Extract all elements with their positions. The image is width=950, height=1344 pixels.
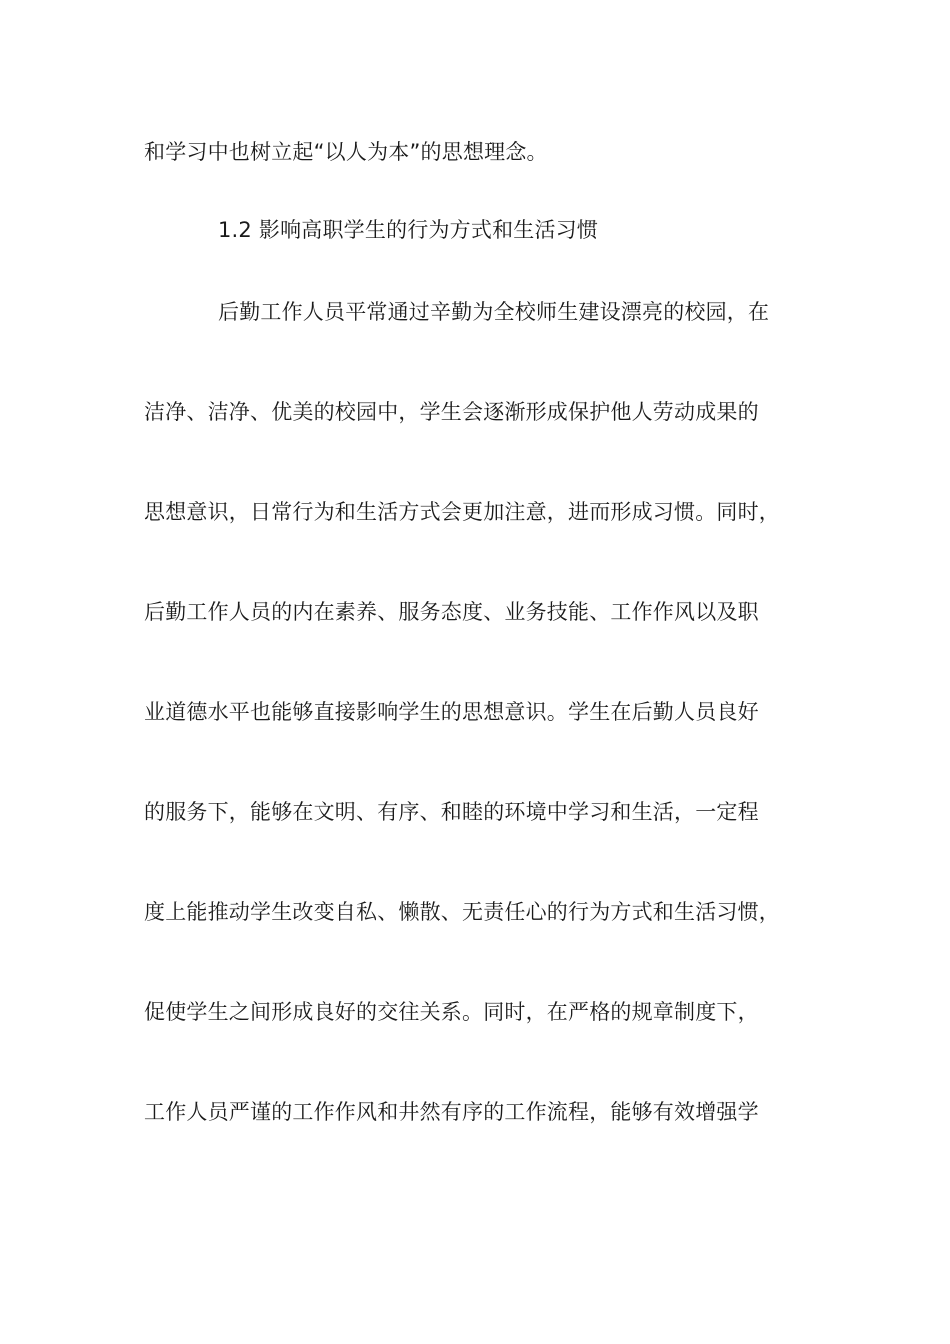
paragraph-line-continuation: 和学习中也树立起“以人为本”的思想理念。 bbox=[144, 140, 548, 164]
paragraph-line-7: 度上能推动学生改变自私、懒散、无责任心的行为方式和生活习惯， bbox=[144, 900, 780, 924]
paragraph-line-3: 思想意识，日常行为和生活方式会更加注意，进而形成习惯。同时， bbox=[144, 500, 780, 524]
paragraph-line-8: 促使学生之间形成良好的交往关系。同时，在严格的规章制度下， bbox=[144, 1000, 759, 1024]
section-heading-1-2: 1.2 影响高职学生的行为方式和生活习惯 bbox=[218, 218, 599, 242]
paragraph-line-6: 的服务下，能够在文明、有序、和睦的环境中学习和生活，一定程 bbox=[144, 800, 759, 824]
paragraph-line-2: 洁净、洁净、优美的校园中，学生会逐渐形成保护他人劳动成果的 bbox=[144, 400, 759, 424]
paragraph-line-5: 业道德水平也能够直接影响学生的思想意识。学生在后勤人员良好 bbox=[144, 700, 759, 724]
paragraph-line-4: 后勤工作人员的内在素养、服务态度、业务技能、工作作风以及职 bbox=[144, 600, 759, 624]
paragraph-line-9: 工作人员严谨的工作作风和井然有序的工作流程，能够有效增强学 bbox=[144, 1100, 759, 1124]
paragraph-line-1: 后勤工作人员平常通过辛勤为全校师生建设漂亮的校园，在 bbox=[218, 300, 770, 324]
